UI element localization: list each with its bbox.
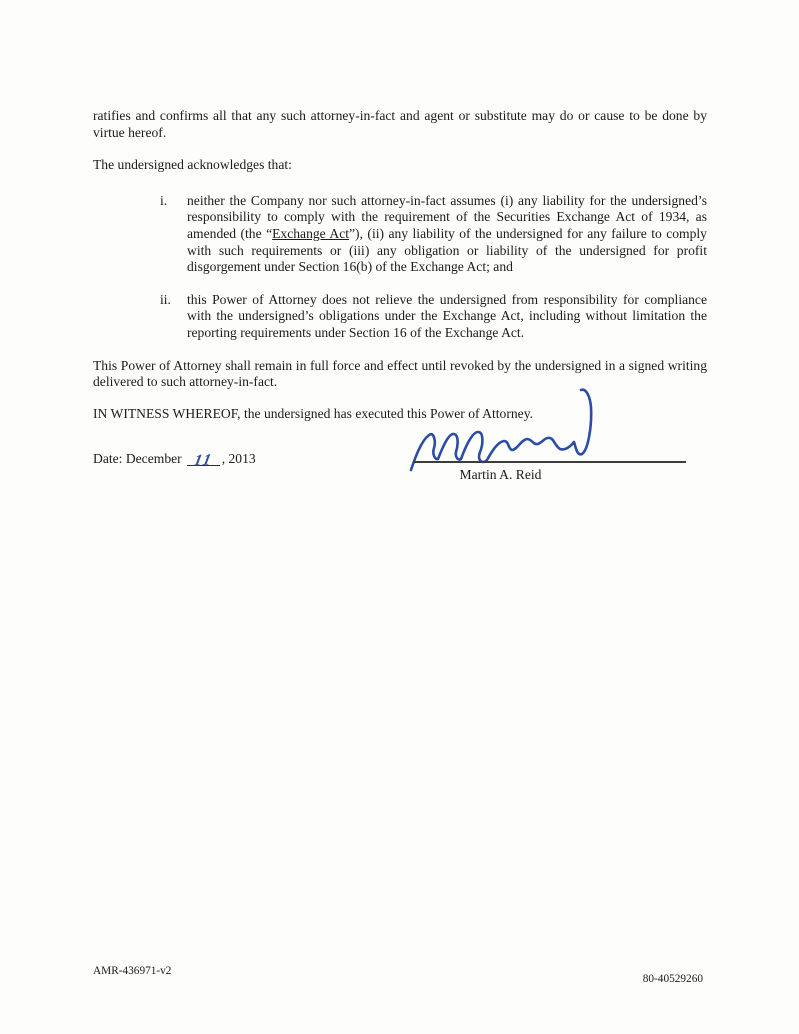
defined-term-exchange-act: Exchange Act	[272, 225, 350, 241]
paragraph-witness: IN WITNESS WHEREOF, the undersigned has executed this Power of Attorney.	[93, 405, 534, 421]
date-year: , 2013	[221, 451, 256, 466]
list-number-ii: ii.	[160, 291, 171, 307]
paragraph-ratifies: ratifies and confirms all that any such attorney-in-fact and agent or substitute may do or cause to be done by virtue hereof.	[93, 108, 707, 140]
date-blank-underline	[187, 450, 220, 470]
paragraph-full-force: This Power of Attorney shall remain in full force and effect until revoked by the undersigned in a signed writing delivered to such attorney-in-fact.	[93, 357, 707, 390]
list-item-i	[160, 193, 707, 276]
list-text-i	[187, 193, 707, 276]
footer-bates-number: 80-40529260	[642, 973, 703, 985]
signature-line	[413, 461, 686, 463]
signer-name: Martin A. Reid	[459, 467, 542, 482]
list-item-ii	[160, 292, 707, 342]
date-label: Date: December	[93, 451, 182, 466]
list-number-i: i.	[160, 192, 168, 208]
handwritten-day: 11	[192, 451, 215, 470]
document-body	[93, 108, 707, 422]
list-text-i-pre: neither the Company nor such attorney-in-fact assumes (i) any liability for the undersigned’s responsibility to comply with the requirement of the Securities Exchange Act of 1934, as amended (the “	[187, 192, 707, 241]
list-text-ii: this Power of Attorney does not relieve the undersigned from responsibility for compliance with the undersigned’s obligations under the Exchange Act, including without limitation the reporting requirements under Section 16 of the Exchange Act.	[187, 291, 707, 340]
list-text-i-post: ”), (ii) any liability of the undersigned for any failure to comply with such requirements or (iii) any obligation or liability of the undersigned for profit disgorgement under Section 16(b) of the Exchange Act; and	[187, 225, 707, 275]
date-line	[93, 450, 256, 470]
footer-document-id: AMR-436971-v2	[93, 965, 172, 977]
paragraph-acknowledges: The undersigned acknowledges that:	[93, 157, 292, 173]
